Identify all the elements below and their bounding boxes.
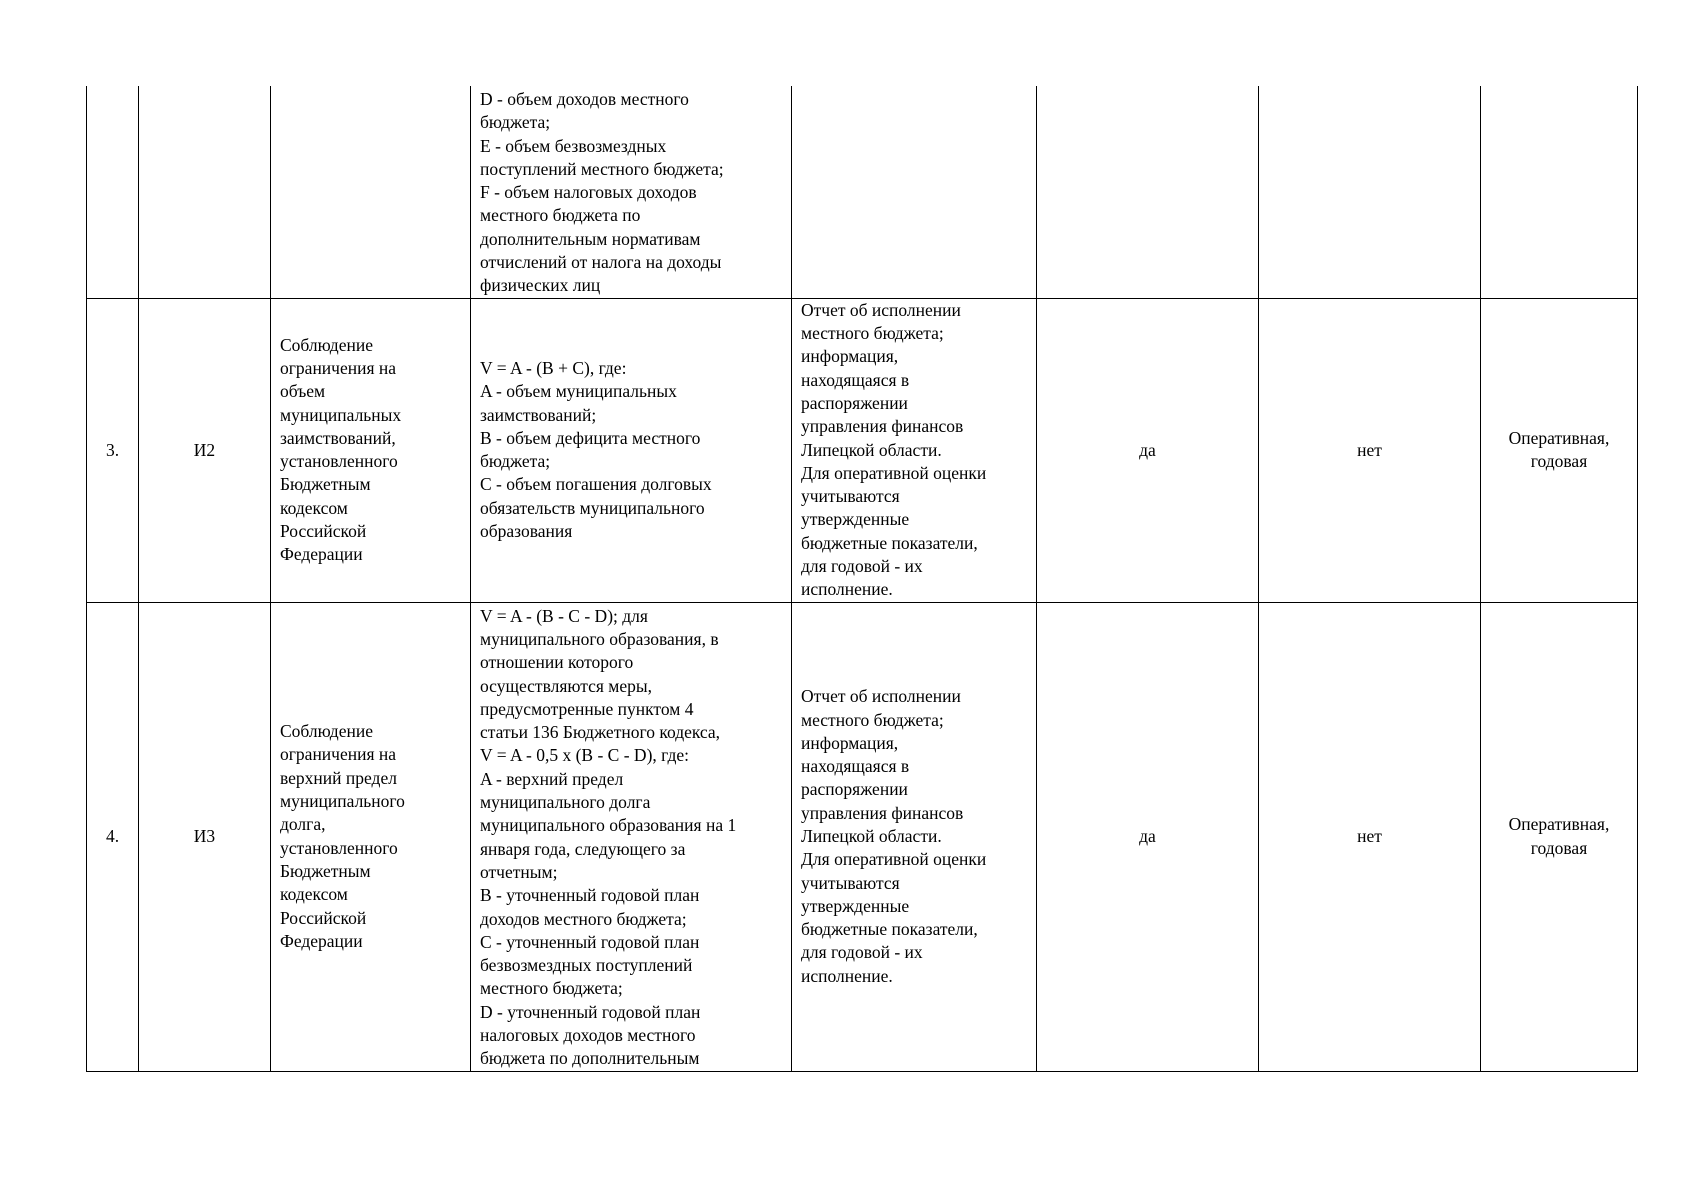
column-6-cell: да bbox=[1037, 298, 1259, 602]
column-7-cell bbox=[1259, 86, 1481, 298]
indicator-name-cell bbox=[271, 86, 471, 298]
frequency-cell: Оперативная, годовая bbox=[1481, 298, 1638, 602]
row-number-cell: 4. bbox=[87, 602, 139, 1071]
column-6-cell: да bbox=[1037, 602, 1259, 1071]
formula-cell: V = A - (B - C - D); для муниципального образования, в отношении которого осуществляются меры, предусмотренные пунктом 4 статьи 136 Бюджетного кодекса, V = A - 0,5 x (B - C - D), где: A - верхний предел муниципального долга муниципального образования на 1 января года, следующего за отчетным; B - уточненный годовой план доходов местного бюджета; C - уточненный годовой план безвозмездных поступлений местного бюджета; D - уточненный годовой план налоговых доходов местного бюджета по дополнительным bbox=[471, 602, 792, 1071]
data-source-cell: Отчет об исполнении местного бюджета; информация, находящаяся в распоряжении управления финансов Липецкой области. Для оперативной оценки учитываются утвержденные бюджетные показатели, для годовой - их исполнение. bbox=[792, 602, 1037, 1071]
formula-cell: D - объем доходов местного бюджета; E - объем безвозмездных поступлений местного бюджета; F - объем налоговых доходов местного бюджета по дополнительным нормативам отчислений от налога на доходы физических лиц bbox=[471, 86, 792, 298]
table-row bbox=[87, 602, 1638, 1071]
frequency-cell: Оперативная, годовая bbox=[1481, 602, 1638, 1071]
indicator-code-cell: И3 bbox=[139, 602, 271, 1071]
column-7-cell: нет bbox=[1259, 602, 1481, 1071]
column-6-cell bbox=[1037, 86, 1259, 298]
table-row bbox=[87, 298, 1638, 602]
data-source-cell bbox=[792, 86, 1037, 298]
data-source-cell: Отчет об исполнении местного бюджета; информация, находящаяся в распоряжении управления финансов Липецкой области. Для оперативной оценки учитываются утвержденные бюджетные показатели, для годовой - их исполнение. bbox=[792, 298, 1037, 602]
indicator-name-cell: Соблюдение ограничения на верхний предел муниципального долга, установленного Бюджетным кодексом Российской Федерации bbox=[271, 602, 471, 1071]
formula-cell: V = A - (B + C), где: A - объем муниципальных заимствований; B - объем дефицита местного бюджета; C - объем погашения долговых обязательств муниципального образования bbox=[471, 298, 792, 602]
indicator-code-cell bbox=[139, 86, 271, 298]
frequency-cell bbox=[1481, 86, 1638, 298]
indicator-name-cell: Соблюдение ограничения на объем муниципальных заимствований, установленного Бюджетным кодексом Российской Федерации bbox=[271, 298, 471, 602]
column-7-cell: нет bbox=[1259, 298, 1481, 602]
indicator-code-cell: И2 bbox=[139, 298, 271, 602]
row-number-cell bbox=[87, 86, 139, 298]
table-row bbox=[87, 86, 1638, 298]
indicators-table bbox=[86, 86, 1638, 1072]
row-number-cell: 3. bbox=[87, 298, 139, 602]
